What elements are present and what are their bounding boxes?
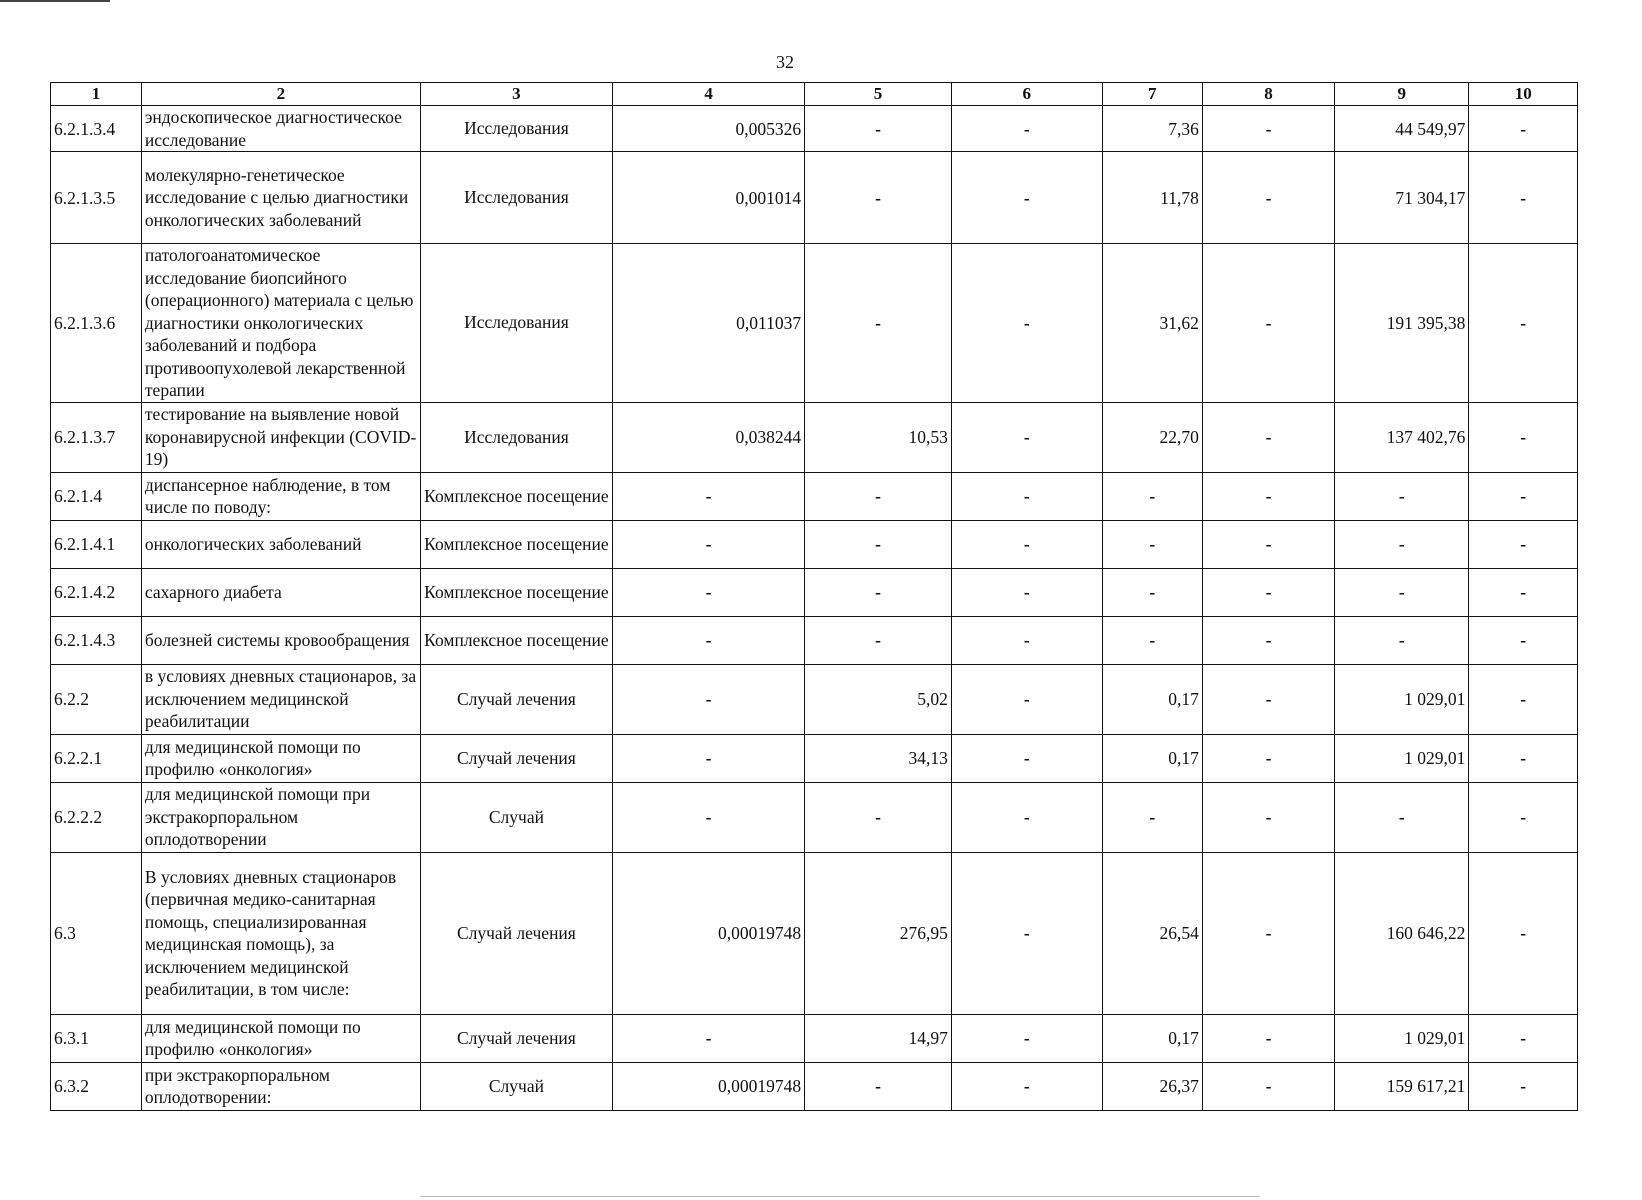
table-row [51, 664, 1578, 734]
row-col5: - [805, 1062, 952, 1110]
row-col6: - [951, 734, 1102, 782]
row-code: 6.3 [51, 852, 142, 1014]
table-row [51, 152, 1578, 244]
row-col4: - [613, 664, 805, 734]
row-col6: - [951, 568, 1102, 616]
row-col10: - [1469, 1062, 1578, 1110]
row-col6: - [951, 852, 1102, 1014]
row-code: 6.2.2 [51, 664, 142, 734]
row-col8: - [1202, 402, 1334, 472]
row-code: 6.2.1.4 [51, 472, 142, 520]
row-col7: 7,36 [1102, 106, 1202, 152]
row-col5: - [805, 782, 952, 852]
row-unit: Случай лечения [420, 734, 612, 782]
row-col4: - [613, 616, 805, 664]
row-col4: 0,00019748 [613, 852, 805, 1014]
row-code: 6.2.2.1 [51, 734, 142, 782]
row-col6: - [951, 152, 1102, 244]
row-code: 6.2.1.3.7 [51, 402, 142, 472]
header-row [51, 83, 1578, 106]
row-col5: - [805, 616, 952, 664]
row-unit: Случай лечения [420, 1014, 612, 1062]
row-col7: - [1102, 782, 1202, 852]
row-col4: 0,00019748 [613, 1062, 805, 1110]
row-col6: - [951, 1062, 1102, 1110]
row-col5: - [805, 106, 952, 152]
row-col10: - [1469, 402, 1578, 472]
row-col4: - [613, 1014, 805, 1062]
row-col6: - [951, 520, 1102, 568]
report-table [50, 82, 1578, 1111]
row-col5: 34,13 [805, 734, 952, 782]
table-row [51, 852, 1578, 1014]
row-code: 6.2.1.4.2 [51, 568, 142, 616]
table-row [51, 402, 1578, 472]
table-row [51, 782, 1578, 852]
row-col6: - [951, 402, 1102, 472]
row-col7: 11,78 [1102, 152, 1202, 244]
row-col9: - [1335, 568, 1469, 616]
row-unit: Случай лечения [420, 852, 612, 1014]
row-col8: - [1202, 568, 1334, 616]
row-col7: - [1102, 472, 1202, 520]
row-unit: Исследования [420, 402, 612, 472]
row-col5: 276,95 [805, 852, 952, 1014]
row-col8: - [1202, 472, 1334, 520]
row-col7: 0,17 [1102, 1014, 1202, 1062]
row-col9: 160 646,22 [1335, 852, 1469, 1014]
row-col6: - [951, 664, 1102, 734]
table-row [51, 616, 1578, 664]
table-row [51, 106, 1578, 152]
row-col7: 0,17 [1102, 664, 1202, 734]
row-col9: 137 402,76 [1335, 402, 1469, 472]
row-col9: 191 395,38 [1335, 244, 1469, 403]
row-col8: - [1202, 852, 1334, 1014]
bottom-edge-rule [420, 1196, 1260, 1197]
row-col4: - [613, 520, 805, 568]
header-col-4: 4 [613, 83, 805, 106]
row-code: 6.3.2 [51, 1062, 142, 1110]
row-unit: Исследования [420, 152, 612, 244]
row-col8: - [1202, 616, 1334, 664]
row-name: тестирование на выявление новой коронавирусной инфекции (COVID-19) [141, 402, 420, 472]
row-col4: - [613, 782, 805, 852]
row-code: 6.2.1.3.4 [51, 106, 142, 152]
table-row [51, 1062, 1578, 1110]
row-unit: Случай лечения [420, 664, 612, 734]
row-col8: - [1202, 244, 1334, 403]
row-code: 6.2.1.4.1 [51, 520, 142, 568]
row-name: диспансерное наблюдение, в том числе по поводу: [141, 472, 420, 520]
header-col-8: 8 [1202, 83, 1334, 106]
row-col10: - [1469, 244, 1578, 403]
row-code: 6.2.2.2 [51, 782, 142, 852]
row-name: молекулярно-генетическое исследование с целью диагностики онкологических заболеваний [141, 152, 420, 244]
table-row [51, 734, 1578, 782]
row-col9: 44 549,97 [1335, 106, 1469, 152]
row-col8: - [1202, 1014, 1334, 1062]
header-col-1: 1 [51, 83, 142, 106]
row-col10: - [1469, 152, 1578, 244]
row-name: эндоскопическое диагностическое исследование [141, 106, 420, 152]
row-col10: - [1469, 472, 1578, 520]
row-col8: - [1202, 152, 1334, 244]
row-col9: - [1335, 782, 1469, 852]
row-col4: - [613, 472, 805, 520]
table-row [51, 1014, 1578, 1062]
row-unit: Исследования [420, 106, 612, 152]
row-col10: - [1469, 782, 1578, 852]
row-unit: Случай [420, 1062, 612, 1110]
row-code: 6.2.1.3.5 [51, 152, 142, 244]
row-code: 6.2.1.4.3 [51, 616, 142, 664]
row-unit: Комплексное посещение [420, 520, 612, 568]
top-edge-rule [0, 0, 110, 2]
row-name: при экстракорпоральном оплодотворении: [141, 1062, 420, 1110]
row-col4: 0,011037 [613, 244, 805, 403]
row-col9: 71 304,17 [1335, 152, 1469, 244]
row-col7: 0,17 [1102, 734, 1202, 782]
header-col-10: 10 [1469, 83, 1578, 106]
row-col10: - [1469, 1014, 1578, 1062]
row-col9: 1 029,01 [1335, 734, 1469, 782]
row-col9: 1 029,01 [1335, 664, 1469, 734]
row-col4: 0,001014 [613, 152, 805, 244]
row-col8: - [1202, 106, 1334, 152]
table-row [51, 244, 1578, 403]
row-col7: 26,54 [1102, 852, 1202, 1014]
row-col10: - [1469, 664, 1578, 734]
row-name: онкологических заболеваний [141, 520, 420, 568]
row-name: патологоанатомическое исследование биопсийного (операционного) материала с целью диагностики онкологических заболеваний и подбора противоопухолевой лекарственной терапии [141, 244, 420, 403]
table-row [51, 568, 1578, 616]
row-col7: 22,70 [1102, 402, 1202, 472]
table-row [51, 520, 1578, 568]
row-col4: - [613, 734, 805, 782]
row-col7: 26,37 [1102, 1062, 1202, 1110]
header-col-6: 6 [951, 83, 1102, 106]
header-col-3: 3 [420, 83, 612, 106]
row-name: в условиях дневных стационаров, за исключением медицинской реабилитации [141, 664, 420, 734]
row-col8: - [1202, 520, 1334, 568]
row-col4: 0,005326 [613, 106, 805, 152]
row-col8: - [1202, 734, 1334, 782]
row-col5: 14,97 [805, 1014, 952, 1062]
row-col7: - [1102, 616, 1202, 664]
row-name: сахарного диабета [141, 568, 420, 616]
row-code: 6.2.1.3.6 [51, 244, 142, 403]
row-code: 6.3.1 [51, 1014, 142, 1062]
row-unit: Случай [420, 782, 612, 852]
row-col8: - [1202, 782, 1334, 852]
header-col-2: 2 [141, 83, 420, 106]
row-unit: Исследования [420, 244, 612, 403]
row-name: для медицинской помощи при экстракорпоральном оплодотворении [141, 782, 420, 852]
row-col9: - [1335, 472, 1469, 520]
row-col6: - [951, 782, 1102, 852]
row-col5: - [805, 152, 952, 244]
row-name: В условиях дневных стационаров (первичная медико-санитарная помощь, специализированная медицинская помощь), за исключением медицинской реабилитации, в том числе: [141, 852, 420, 1014]
row-col10: - [1469, 616, 1578, 664]
row-col6: - [951, 472, 1102, 520]
row-col6: - [951, 1014, 1102, 1062]
page-number: 32 [776, 52, 794, 72]
row-col6: - [951, 616, 1102, 664]
row-col5: - [805, 472, 952, 520]
row-unit: Комплексное посещение [420, 472, 612, 520]
row-col10: - [1469, 520, 1578, 568]
row-name: для медицинской помощи по профилю «онкология» [141, 1014, 420, 1062]
row-col9: 159 617,21 [1335, 1062, 1469, 1110]
row-col5: 10,53 [805, 402, 952, 472]
row-name: болезней системы кровообращения [141, 616, 420, 664]
row-col5: - [805, 244, 952, 403]
row-col7: 31,62 [1102, 244, 1202, 403]
row-col9: - [1335, 520, 1469, 568]
row-col7: - [1102, 568, 1202, 616]
row-col5: - [805, 520, 952, 568]
row-col8: - [1202, 664, 1334, 734]
row-col5: - [805, 568, 952, 616]
row-unit: Комплексное посещение [420, 616, 612, 664]
row-col8: - [1202, 1062, 1334, 1110]
row-col10: - [1469, 734, 1578, 782]
row-col9: - [1335, 616, 1469, 664]
header-col-7: 7 [1102, 83, 1202, 106]
row-col10: - [1469, 106, 1578, 152]
row-col7: - [1102, 520, 1202, 568]
row-col4: 0,038244 [613, 402, 805, 472]
row-name: для медицинской помощи по профилю «онкология» [141, 734, 420, 782]
row-col6: - [951, 244, 1102, 403]
row-col5: 5,02 [805, 664, 952, 734]
row-col10: - [1469, 568, 1578, 616]
table-row [51, 472, 1578, 520]
row-col6: - [951, 106, 1102, 152]
header-col-5: 5 [805, 83, 952, 106]
row-unit: Комплексное посещение [420, 568, 612, 616]
header-col-9: 9 [1335, 83, 1469, 106]
row-col9: 1 029,01 [1335, 1014, 1469, 1062]
row-col4: - [613, 568, 805, 616]
row-col10: - [1469, 852, 1578, 1014]
